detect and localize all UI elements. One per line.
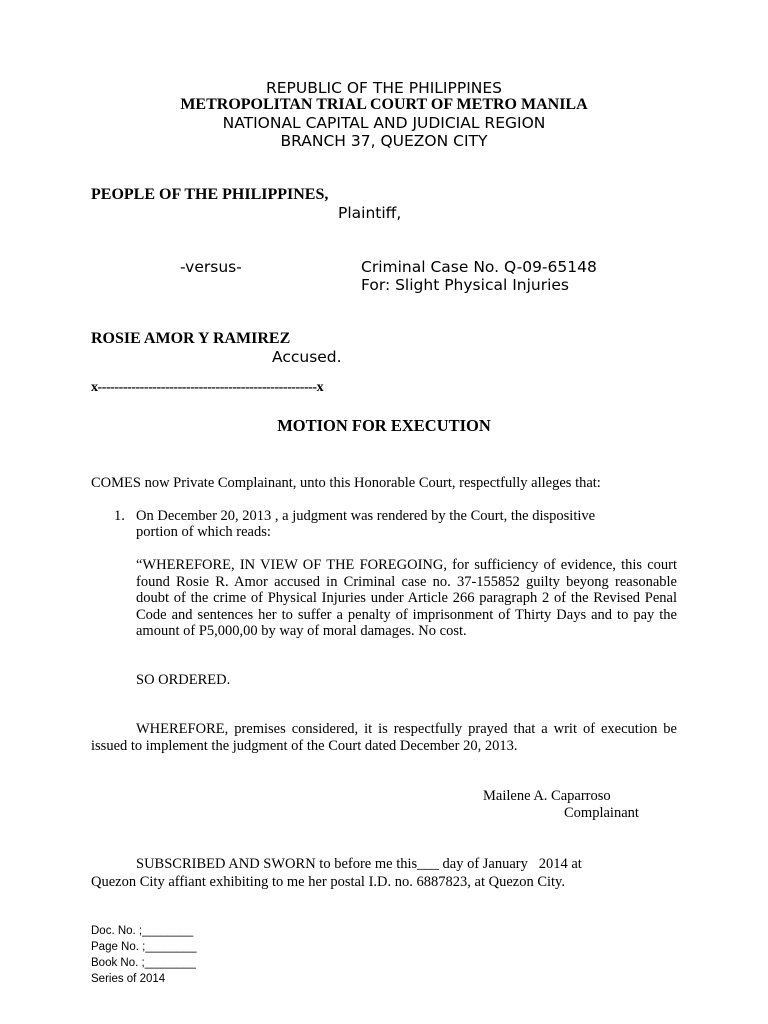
accused-role: Accused. bbox=[272, 348, 342, 366]
court-name: METROPOLITAN TRIAL COURT OF METRO MANILA bbox=[180, 96, 588, 113]
page-number: Page No. ;________ bbox=[91, 941, 197, 953]
court-region: NATIONAL CAPITAL AND JUDICIAL REGION bbox=[222, 114, 546, 132]
plaintiff-role: Plaintiff, bbox=[338, 204, 402, 222]
court-country: REPUBLIC OF THE PHILIPPINES bbox=[265, 79, 502, 97]
jurat-line-1: SUBSCRIBED AND SWORN to before me this___ day of January 2014 at bbox=[136, 856, 582, 872]
caption-separator: x----------------------------------------------------x bbox=[91, 380, 324, 395]
doc-number: Doc. No. ;________ bbox=[91, 925, 194, 937]
book-number: Book No. ;________ bbox=[91, 957, 196, 969]
case-number: Criminal Case No. Q-09-65148 bbox=[361, 258, 597, 276]
complainant-role: Complainant bbox=[564, 805, 639, 821]
versus-label: -versus- bbox=[180, 258, 242, 276]
jurat-line-2: Quezon City affiant exhibiting to me her postal I.D. no. 6887823, at Quezon City. bbox=[91, 874, 565, 890]
series-year: Series of 2014 bbox=[91, 973, 166, 985]
document-title: MOTION FOR EXECUTION bbox=[277, 416, 491, 435]
court-branch: BRANCH 37, QUEZON CITY bbox=[280, 132, 488, 150]
plaintiff-name: PEOPLE OF THE PHILIPPINES, bbox=[91, 186, 329, 203]
so-ordered: SO ORDERED. bbox=[136, 672, 231, 688]
case-offense: For: Slight Physical Injuries bbox=[361, 276, 570, 294]
prayer-paragraph: WHEREFORE, premises considered, it is respectfully prayed that a writ of execution be issued to implement the judgment of the Court dated December 20, 2013. bbox=[91, 721, 677, 754]
item-text-line-1: On December 20, 2013 , a judgment was rendered by the Court, the dispositive bbox=[136, 508, 596, 524]
judgment-quote: “WHEREFORE, IN VIEW OF THE FOREGOING, for sufficiency of evidence, this court found Rosie R. Amor accused in Criminal case no. 37-155852 guilty beyong reasonable doubt of the crime of Physical Injuries under Article 266 paragraph 2 of the Revised Penal Code and sentences her to suffer a penalty of imprisonment of Thirty Days and to pay the amount of P5,000,00 by way of moral damages. No cost. bbox=[136, 557, 677, 639]
intro-paragraph: COMES now Private Complainant, unto this Honorable Court, respectfully alleges that: bbox=[91, 475, 601, 491]
accused-name: ROSIE AMOR Y RAMIREZ bbox=[91, 330, 291, 347]
item-number: 1. bbox=[114, 508, 125, 524]
complainant-name: Mailene A. Caparroso bbox=[483, 788, 611, 804]
item-text-line-2: portion of which reads: bbox=[136, 524, 271, 540]
